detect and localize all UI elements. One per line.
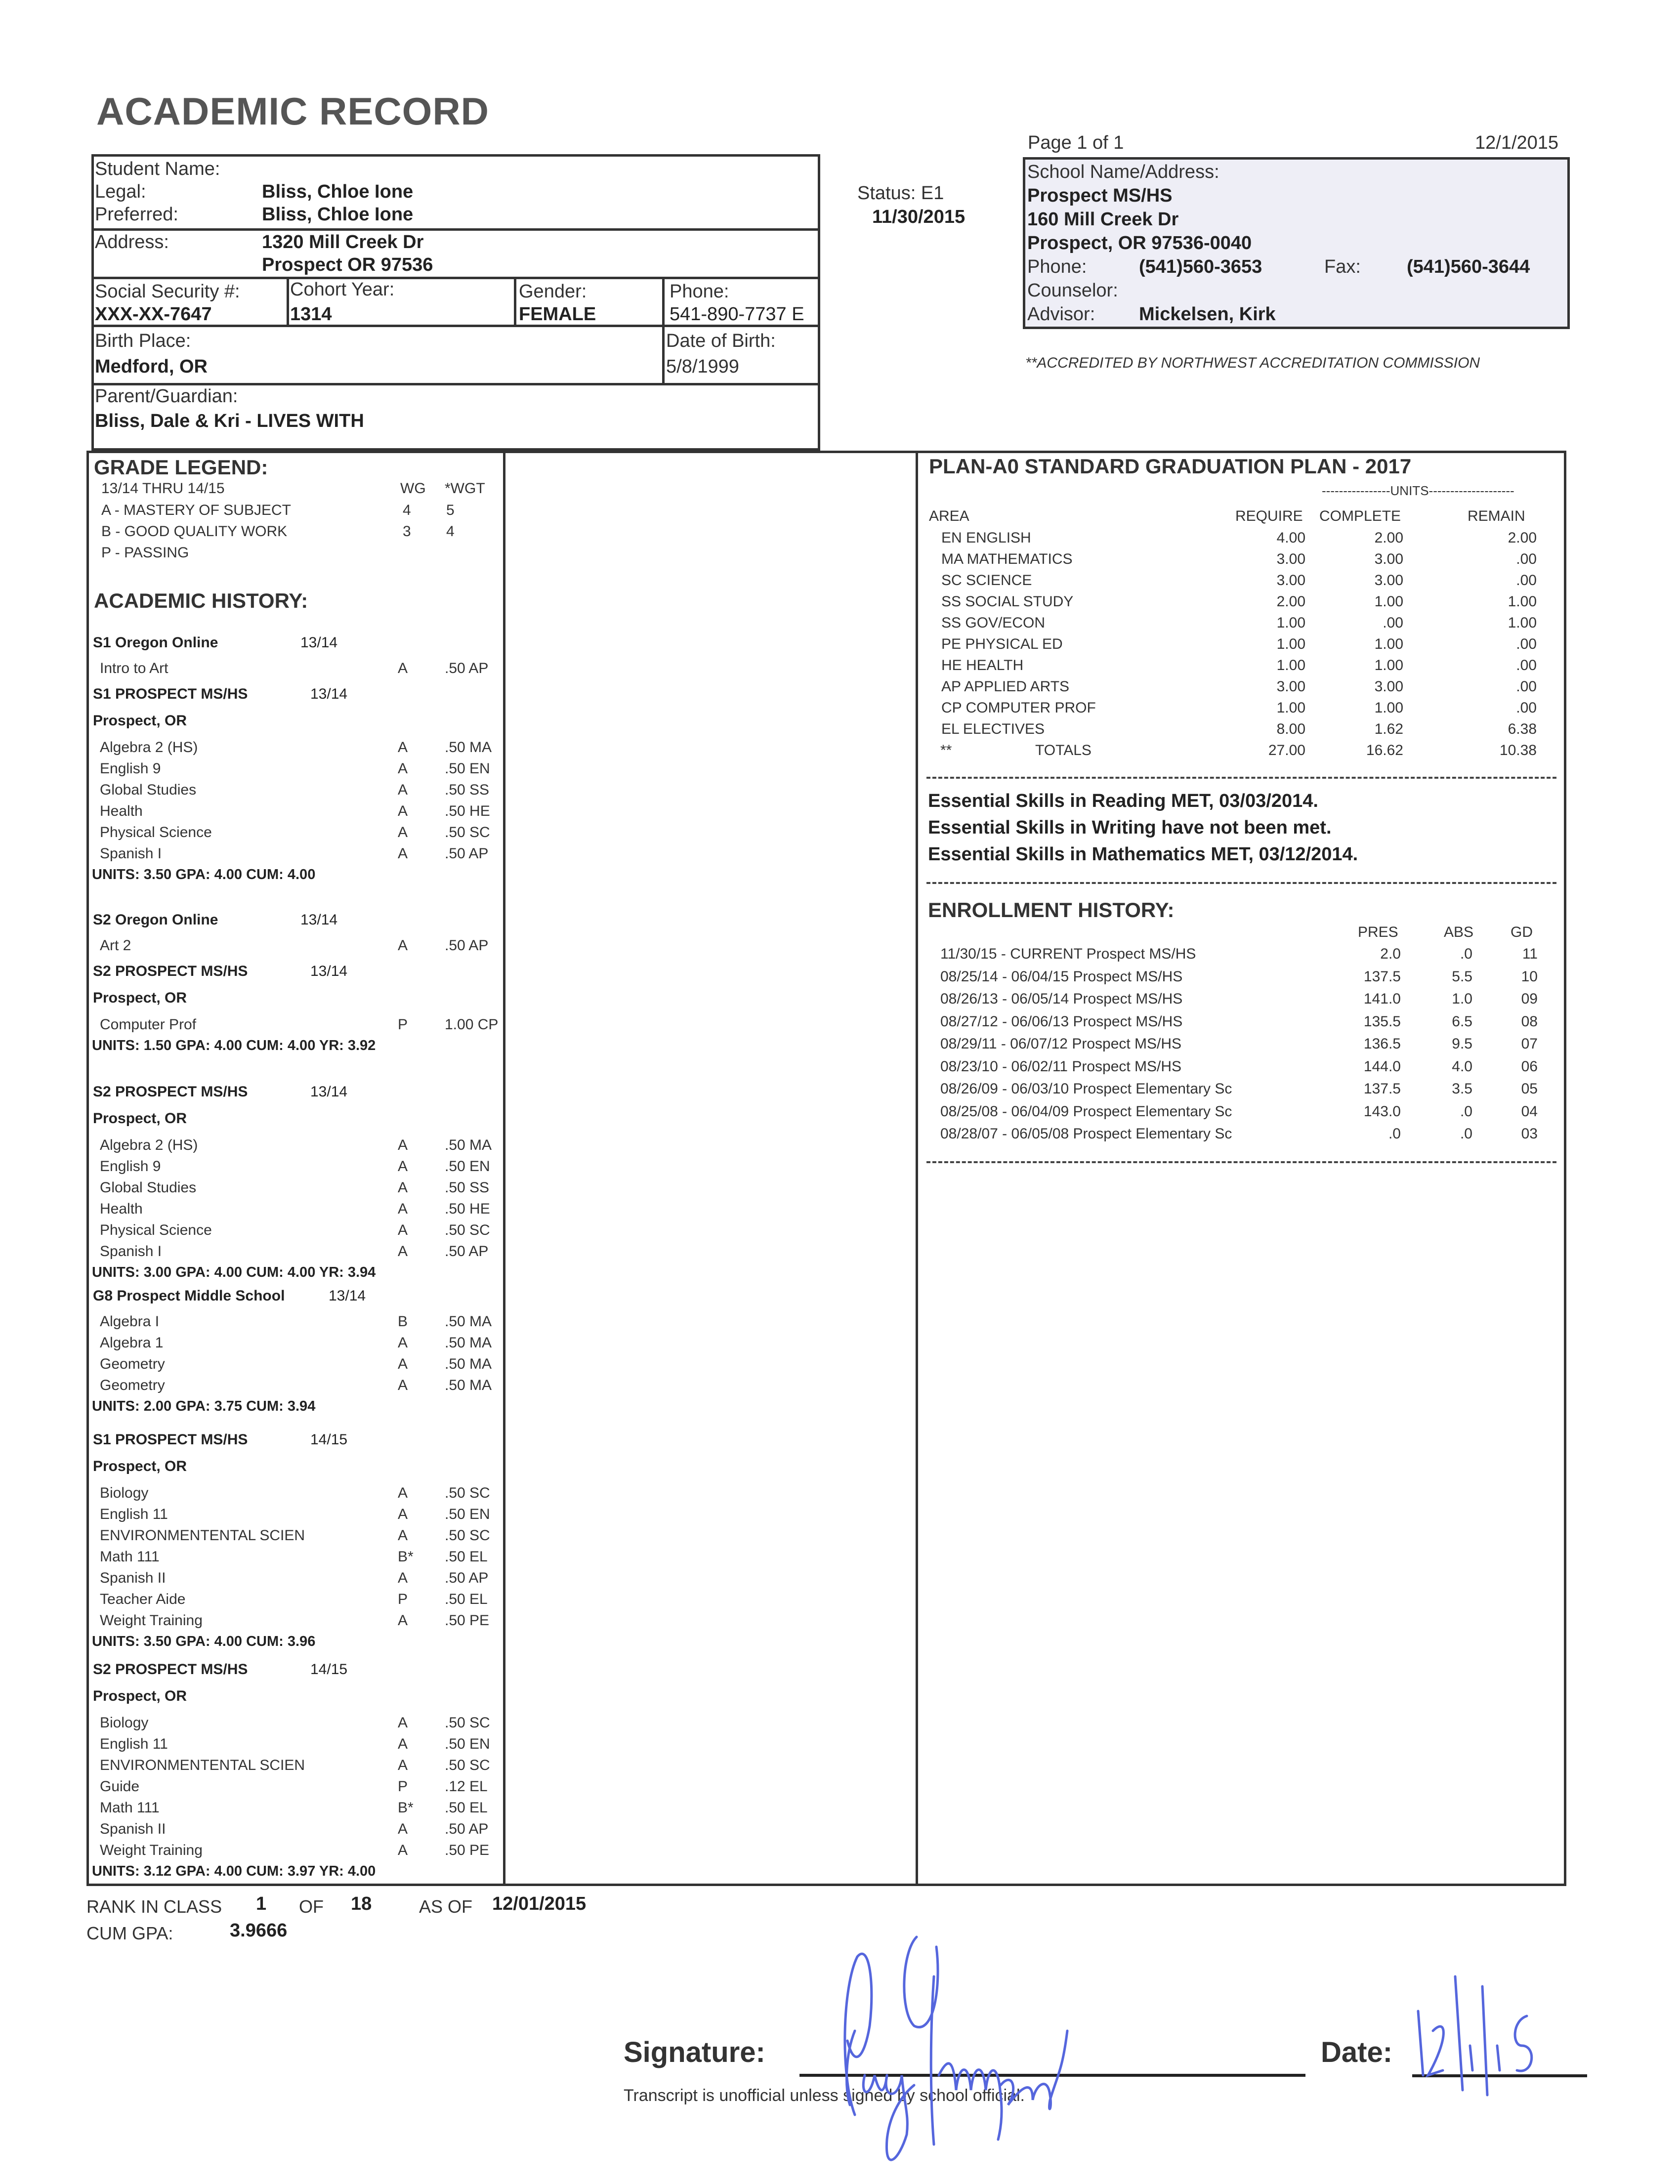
birthplace-value: Medford, OR [95,356,208,377]
term-location: Prospect, OR [93,990,187,1006]
school-info-box [1023,157,1570,329]
cum-gpa-value: 3.9666 [230,1920,288,1941]
course-grade: A [398,1356,408,1372]
plan-area: SC SCIENCE [941,572,1032,588]
course-name: Geometry [100,1356,165,1372]
enrollment-gd: 07 [1521,1036,1538,1052]
school-fax-label: Fax: [1324,256,1361,277]
course-grade: A [398,1201,408,1217]
rank-label: RANK IN CLASS [86,1896,222,1917]
course-credit: .50 MA [445,1356,492,1372]
course-name: Algebra I [100,1313,160,1330]
legend-col-wgt: *WGT [445,480,485,497]
plan-complete: .00 [1383,615,1403,631]
blank-column [503,451,918,1886]
plan-complete: 1.62 [1374,721,1403,737]
legal-label: Legal: [95,181,146,202]
guardian-label: Parent/Guardian: [95,386,238,407]
term-location: Prospect, OR [93,713,187,729]
plan-require: 1.00 [1276,657,1305,673]
plan-complete: 3.00 [1374,551,1403,567]
course-name: Intro to Art [100,660,168,676]
school-address1: 160 Mill Creek Dr [1027,209,1179,230]
course-name: Physical Science [100,824,212,840]
plan-area: PE PHYSICAL ED [941,636,1063,652]
legend-item-wgt: 4 [446,523,455,540]
course-name: Weight Training [100,1612,203,1629]
enrollment-gd: 05 [1521,1081,1538,1097]
enrollment-abs: 3.5 [1452,1081,1472,1097]
legend-item-label: B - GOOD QUALITY WORK [101,523,288,540]
course-name: ENVIRONMENTENTAL SCIEN [100,1527,305,1544]
course-name: Global Studies [100,782,197,798]
term-year: 13/14 [300,912,338,928]
course-credit: .50 SC [445,1485,490,1501]
course-name: Math 111 [100,1800,160,1816]
enrollment-period: 08/26/09 - 06/03/10 Prospect Elementary Sc [940,1081,1232,1097]
plan-area: MA MATHEMATICS [941,551,1073,567]
course-grade: A [398,1736,408,1752]
course-credit: .50 EN [445,760,490,777]
course-grade: A [398,1243,408,1260]
plan-remain: .00 [1516,636,1537,652]
enrollment-pres: 2.0 [1380,946,1401,962]
status-label: Status: E1 [857,183,944,204]
school-fax: (541)560-3644 [1407,256,1530,277]
plan-area: CP COMPUTER PROF [941,700,1096,716]
term-name: S2 PROSPECT MS/HS [93,1084,248,1100]
course-grade: A [398,1137,408,1153]
term-summary: UNITS: 1.50 GPA: 4.00 CUM: 4.00 YR: 3.92 [92,1038,376,1053]
plan-remain: .00 [1516,700,1537,716]
course-grade: B* [398,1549,414,1565]
course-credit: .50 EL [445,1549,488,1565]
course-name: Biology [100,1715,149,1731]
term-location: Prospect, OR [93,1110,187,1127]
term-name: S1 PROSPECT MS/HS [93,1431,248,1448]
course-credit: .50 SC [445,1715,490,1731]
course-credit: .50 SC [445,1527,490,1544]
cum-gpa-label: CUM GPA: [86,1923,173,1943]
enrollment-period: 08/27/12 - 06/06/13 Prospect MS/HS [940,1013,1183,1030]
enrollment-gd: 09 [1521,991,1538,1007]
course-credit: .50 AP [445,937,489,954]
course-credit: 1.00 CP [445,1016,499,1033]
course-grade: A [398,1612,408,1629]
course-grade: A [398,937,408,954]
course-grade: A [398,739,408,756]
legend-title: GRADE LEGEND: [94,456,268,479]
academic-history-title: ACADEMIC HISTORY: [94,589,308,612]
enrollment-gd: 03 [1521,1126,1538,1142]
school-phone: (541)560-3653 [1139,256,1262,277]
course-name: ENVIRONMENTENTAL SCIEN [100,1757,305,1773]
accreditation-note: **ACCREDITED BY NORTHWEST ACCREDITATION COMMISSION [1025,355,1480,371]
course-name: Physical Science [100,1222,212,1238]
plan-area: EL ELECTIVES [941,721,1045,737]
legend-item-wg: 3 [403,523,411,540]
plan-remain: 1.00 [1508,615,1537,631]
preferred-name: Bliss, Chloe Ione [262,204,414,225]
enrollment-gd: 06 [1521,1058,1538,1075]
course-name: Health [100,803,143,819]
term-year: 13/14 [300,634,338,651]
student-name-label: Student Name: [95,159,220,179]
units-header: ----------------UNITS-------------------- [1322,483,1514,498]
course-credit: .50 MA [445,1137,492,1153]
course-grade: A [398,1158,408,1175]
course-credit: .50 SS [445,782,490,798]
address-label: Address: [95,232,169,252]
enrollment-period: 08/25/14 - 06/04/15 Prospect MS/HS [940,968,1183,985]
course-name: Art 2 [100,937,131,954]
course-grade: A [398,1527,408,1544]
essential-math: Essential Skills in Mathematics MET, 03/12/2014. [928,844,1358,865]
plan-remain: .00 [1516,657,1537,673]
plan-complete: 3.00 [1374,678,1403,695]
divider [926,1161,1556,1163]
course-grade: P [398,1016,408,1033]
enrollment-abs: 5.5 [1452,968,1472,985]
enroll-col-pres: PRES [1358,924,1398,940]
term-summary: UNITS: 2.00 GPA: 3.75 CUM: 3.94 [92,1398,316,1414]
enrollment-pres: 137.5 [1363,1081,1401,1097]
term-year: 13/14 [310,686,348,702]
plan-require: 3.00 [1276,678,1305,695]
enrollment-abs: 9.5 [1452,1036,1472,1052]
enroll-col-abs: ABS [1444,924,1474,940]
enrollment-gd: 08 [1521,1013,1538,1030]
course-credit: .50 EL [445,1591,488,1607]
legend-item-label: A - MASTERY OF SUBJECT [101,502,291,518]
plan-remain: .00 [1516,572,1537,588]
signature-ink [800,1927,1245,2184]
course-name: English 9 [100,760,161,777]
enrollment-abs: 4.0 [1452,1058,1472,1075]
enrollment-pres: 141.0 [1363,991,1401,1007]
course-credit: .50 EN [445,1506,490,1522]
course-grade: A [398,760,408,777]
totals-complete: 16.62 [1366,742,1403,758]
advisor-value: Mickelsen, Kirk [1139,304,1276,325]
legal-name: Bliss, Chloe Ione [262,181,414,202]
enrollment-period: 08/29/11 - 06/07/12 Prospect MS/HS [940,1036,1182,1052]
rank-asof-date: 12/01/2015 [492,1893,587,1914]
signature-label: Signature: [624,2036,765,2068]
term-name: S1 Oregon Online [93,634,218,651]
plan-remain: 1.00 [1508,593,1537,610]
plan-complete: 1.00 [1374,700,1403,716]
course-credit: .50 EN [445,1158,490,1175]
counselor-label: Counselor: [1027,280,1118,301]
plan-title: PLAN-A0 STANDARD GRADUATION PLAN - 2017 [929,455,1412,478]
enrollment-pres: 137.5 [1363,968,1401,985]
course-name: Algebra 2 (HS) [100,739,198,756]
advisor-label: Advisor: [1027,304,1095,325]
plan-complete: 3.00 [1374,572,1403,588]
preferred-label: Preferred: [95,204,178,225]
legend-col-wg: WG [400,480,426,497]
course-name: English 11 [100,1736,168,1752]
print-date: 12/1/2015 [1475,132,1559,153]
plan-require: 3.00 [1276,551,1305,567]
course-grade: A [398,845,408,862]
course-name: English 9 [100,1158,161,1175]
enrollment-period: 08/23/10 - 06/02/11 Prospect MS/HS [940,1058,1182,1075]
term-location: Prospect, OR [93,1458,187,1474]
course-grade: A [398,803,408,819]
course-name: English 11 [100,1506,168,1522]
enrollment-pres: 136.5 [1363,1036,1401,1052]
phone-value: 541-890-7737 E [670,304,804,325]
ssn-label: Social Security #: [95,281,240,302]
unofficial-note: Transcript is unofficial unless signed by school official. [624,2086,1025,2105]
course-credit: .50 SS [445,1179,490,1196]
term-year: 14/15 [310,1661,348,1678]
course-credit: .50 MA [445,739,492,756]
course-name: Math 111 [100,1549,160,1565]
enrollment-gd: 10 [1521,968,1538,985]
plan-require: 2.00 [1276,593,1305,610]
course-grade: P [398,1591,408,1607]
course-name: Computer Prof [100,1016,197,1033]
enrollment-abs: 6.5 [1452,1013,1472,1030]
course-grade: A [398,782,408,798]
term-year: 13/14 [310,1084,348,1100]
course-grade: P [398,1778,408,1795]
course-name: Geometry [100,1377,165,1393]
course-grade: A [398,1377,408,1393]
enrollment-abs: .0 [1460,1103,1472,1120]
course-credit: .50 MA [445,1313,492,1330]
term-year: 14/15 [310,1431,348,1448]
course-grade: A [398,824,408,840]
birthplace-label: Birth Place: [95,331,191,351]
plan-col-complete: COMPLETE [1319,508,1401,524]
legend-item-wgt: 5 [446,502,455,518]
course-credit: .50 SC [445,1757,490,1773]
course-credit: .50 AP [445,845,489,862]
course-grade: A [398,1179,408,1196]
term-name: S2 PROSPECT MS/HS [93,1661,248,1678]
cohort-label: Cohort Year: [290,279,395,300]
plan-require: 3.00 [1276,572,1305,588]
course-credit: .50 HE [445,1201,490,1217]
status-date: 11/30/2015 [872,207,966,227]
course-credit: .50 MA [445,1377,492,1393]
course-credit: .50 AP [445,660,489,676]
divider [926,777,1556,779]
plan-complete: 1.00 [1374,636,1403,652]
plan-remain: 2.00 [1508,530,1537,546]
course-name: Spanish I [100,1243,162,1260]
course-grade: A [398,1842,408,1858]
plan-complete: 2.00 [1374,530,1403,546]
course-name: Spanish II [100,1570,166,1586]
plan-complete: 1.00 [1374,657,1403,673]
enrollment-abs: .0 [1460,946,1472,962]
dob-label: Date of Birth: [666,331,776,351]
plan-col-area: AREA [929,508,969,524]
course-name: Algebra 1 [100,1335,164,1351]
plan-area: SS GOV/ECON [941,615,1046,631]
course-grade: B [398,1313,408,1330]
enrollment-gd: 04 [1521,1103,1538,1120]
course-name: Algebra 2 (HS) [100,1137,198,1153]
course-name: Guide [100,1778,140,1795]
guardian-value: Bliss, Dale & Kri - LIVES WITH [95,411,364,431]
essential-writing: Essential Skills in Writing have not been met. [928,817,1332,838]
plan-require: 4.00 [1276,530,1305,546]
school-phone-label: Phone: [1027,256,1087,277]
course-name: Biology [100,1485,149,1501]
plan-require: 8.00 [1276,721,1305,737]
course-credit: .50 PE [445,1842,490,1858]
rank-of-label: OF [299,1896,324,1917]
totals-mark: ** [940,742,952,758]
term-summary: UNITS: 3.12 GPA: 4.00 CUM: 3.97 YR: 4.00 [92,1863,376,1879]
plan-col-require: REQUIRE [1235,508,1303,524]
course-grade: A [398,1821,408,1837]
term-name: S2 PROSPECT MS/HS [93,963,248,979]
essential-reading: Essential Skills in Reading MET, 03/03/2014. [928,791,1318,811]
course-credit: .50 EL [445,1800,488,1816]
course-credit: .50 EN [445,1736,490,1752]
rank-value: 1 [256,1893,267,1914]
course-grade: A [398,1570,408,1586]
term-year: 13/14 [329,1288,366,1304]
totals-remain: 10.38 [1499,742,1537,758]
legend-item-wg: 4 [403,502,411,518]
cohort-value: 1314 [290,304,332,325]
rank-total: 18 [351,1893,372,1914]
course-credit: .50 PE [445,1612,490,1629]
plan-area: SS SOCIAL STUDY [941,593,1074,610]
enrollment-period: 08/25/08 - 06/04/09 Prospect Elementary Sc [940,1103,1232,1120]
course-name: Spanish II [100,1821,166,1837]
plan-require: 1.00 [1276,700,1305,716]
enrollment-gd: 11 [1522,946,1538,962]
course-grade: A [398,1715,408,1731]
page-title: ACADEMIC RECORD [96,89,489,133]
divider [926,882,1556,884]
plan-area: HE HEALTH [941,657,1024,673]
plan-require: 1.00 [1276,636,1305,652]
course-credit: .50 SC [445,824,490,840]
school-label: School Name/Address: [1027,162,1219,182]
course-credit: .12 EL [445,1778,488,1795]
course-name: Spanish I [100,845,162,862]
course-grade: A [398,1222,408,1238]
enrollment-period: 08/28/07 - 06/05/08 Prospect Elementary Sc [940,1126,1232,1142]
legend-range: 13/14 THRU 14/15 [101,480,225,497]
plan-remain: .00 [1516,551,1537,567]
course-credit: .50 HE [445,803,490,819]
course-name: Global Studies [100,1179,197,1196]
course-grade: A [398,1757,408,1773]
course-name: Weight Training [100,1842,203,1858]
term-name: S2 Oregon Online [93,912,218,928]
plan-area: AP APPLIED ARTS [941,678,1070,695]
term-name: G8 Prospect Middle School [93,1288,285,1304]
enrollment-pres: 144.0 [1363,1058,1401,1075]
course-grade: A [398,1506,408,1522]
course-credit: .50 MA [445,1335,492,1351]
plan-remain: 6.38 [1508,721,1537,737]
legend-item-label: P - PASSING [101,545,189,561]
school-address2: Prospect, OR 97536-0040 [1027,233,1252,253]
school-name: Prospect MS/HS [1027,185,1173,206]
address-line2: Prospect OR 97536 [262,254,433,275]
address-line1: 1320 Mill Creek Dr [262,232,424,252]
course-name: Teacher Aide [100,1591,186,1607]
course-grade: A [398,660,408,676]
course-credit: .50 AP [445,1570,489,1586]
student-info-box [91,154,820,451]
course-credit: .50 SC [445,1222,490,1238]
enrollment-period: 11/30/15 - CURRENT Prospect MS/HS [940,946,1196,962]
enrollment-pres: .0 [1388,1126,1401,1142]
enrollment-pres: 143.0 [1363,1103,1401,1120]
term-summary: UNITS: 3.00 GPA: 4.00 CUM: 4.00 YR: 3.94 [92,1264,376,1280]
plan-col-remain: REMAIN [1468,508,1525,524]
rank-asof-label: AS OF [419,1896,473,1917]
term-location: Prospect, OR [93,1688,187,1704]
plan-area: EN ENGLISH [941,530,1031,546]
course-grade: A [398,1485,408,1501]
course-credit: .50 AP [445,1243,489,1260]
course-credit: .50 AP [445,1821,489,1837]
course-name: Health [100,1201,143,1217]
page-number: Page 1 of 1 [1028,132,1124,153]
dob-value: 5/8/1999 [666,356,739,377]
enrollment-period: 08/26/13 - 06/05/14 Prospect MS/HS [940,991,1183,1007]
plan-remain: .00 [1516,678,1537,695]
enrollment-abs: 1.0 [1452,991,1472,1007]
totals-label: TOTALS [1035,742,1092,758]
date-ink [1413,1972,1591,2105]
enrollment-abs: .0 [1460,1126,1472,1142]
plan-complete: 1.00 [1374,593,1403,610]
ssn-value: XXX-XX-7647 [95,304,212,325]
term-name: S1 PROSPECT MS/HS [93,686,248,702]
enrollment-title: ENROLLMENT HISTORY: [928,898,1175,922]
term-summary: UNITS: 3.50 GPA: 4.00 CUM: 3.96 [92,1634,316,1649]
term-year: 13/14 [310,963,348,979]
enroll-col-gd: GD [1511,924,1533,940]
enrollment-pres: 135.5 [1363,1013,1401,1030]
date-label: Date: [1321,2036,1393,2068]
plan-require: 1.00 [1276,615,1305,631]
term-summary: UNITS: 3.50 GPA: 4.00 CUM: 4.00 [92,867,316,882]
gender-value: FEMALE [519,304,596,325]
course-grade: A [398,1335,408,1351]
totals-require: 27.00 [1268,742,1305,758]
phone-label: Phone: [670,281,729,302]
course-grade: B* [398,1800,414,1816]
gender-label: Gender: [519,281,587,302]
